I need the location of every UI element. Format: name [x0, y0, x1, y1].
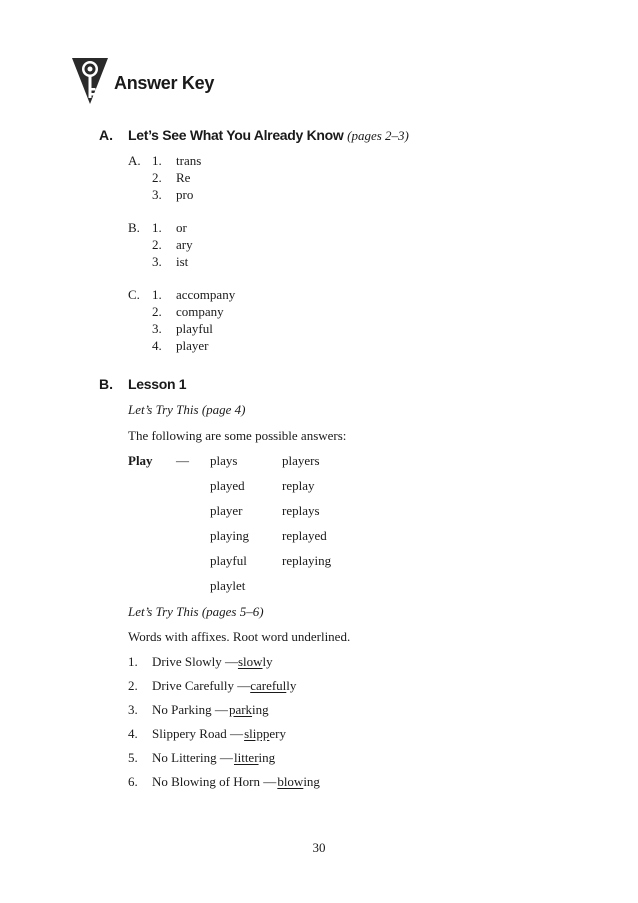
- item-answer: trans: [176, 153, 202, 168]
- list-item: [152, 726, 286, 742]
- item-number: 3.: [152, 187, 162, 202]
- page-number: 30: [312, 840, 326, 855]
- section-b-letter: B.: [99, 376, 113, 392]
- root-underlined: slipp: [244, 726, 270, 741]
- root-underlined: slow: [237, 654, 263, 669]
- group-label: C.: [128, 287, 140, 302]
- word-form: playlet: [210, 578, 246, 593]
- root-underlined: litter: [233, 750, 259, 765]
- item-answer: Re: [176, 170, 191, 185]
- word-form: playful: [210, 553, 247, 568]
- try-this-heading: Let’s Try This (page 4): [128, 402, 246, 417]
- answer-suffix: ly: [262, 654, 273, 669]
- list-item: [152, 654, 273, 670]
- answer-suffix: ing: [252, 702, 269, 717]
- item-answer: company: [176, 304, 224, 319]
- item-answer: ary: [176, 237, 193, 252]
- page-title: Answer Key: [114, 73, 215, 93]
- item-answer: player: [176, 338, 209, 353]
- root-underlined: park: [228, 702, 253, 717]
- sign-text: No Littering —: [152, 750, 233, 765]
- sign-text: Slippery Road —: [152, 726, 243, 741]
- group-label: B.: [128, 220, 140, 235]
- answer-suffix: ing: [303, 774, 320, 789]
- word-form: plays: [210, 453, 238, 468]
- section-b-title: Lesson 1: [128, 376, 187, 392]
- sign-text: No Parking —: [152, 702, 228, 717]
- section-a-letter: A.: [99, 127, 113, 143]
- root-underlined: blow: [277, 774, 304, 789]
- try-this-heading-2: Let’s Try This (pages 5–6): [128, 604, 264, 619]
- item-number: 2.: [128, 678, 138, 693]
- word-form: replaying: [282, 553, 332, 568]
- list-item: [152, 750, 275, 766]
- answer-suffix: ing: [258, 750, 276, 765]
- sign-text: Drive Carefully —: [152, 678, 251, 693]
- item-number: 6.: [128, 774, 138, 789]
- item-answer: accompany: [176, 287, 236, 302]
- word-form: replayed: [282, 528, 327, 543]
- item-number: 2.: [152, 237, 162, 252]
- word-form: replay: [282, 478, 315, 493]
- item-number: 1.: [152, 220, 162, 235]
- instruction-text: Words with affixes. Root word underlined.: [128, 629, 351, 644]
- item-number: 3.: [128, 702, 138, 717]
- word-form: played: [210, 478, 245, 493]
- word-form: players: [282, 453, 320, 468]
- item-number: 3.: [152, 254, 162, 269]
- item-number: 5.: [128, 750, 138, 765]
- intro-text: The following are some possible answers:: [128, 428, 347, 443]
- sign-text: No Blowing of Horn —: [152, 774, 277, 789]
- item-answer: ist: [176, 254, 189, 269]
- item-number: 3.: [152, 321, 162, 336]
- root-word: Play: [128, 453, 153, 468]
- key-emblem-icon: [70, 54, 110, 106]
- list-item: [152, 678, 296, 694]
- root-underlined: careful: [250, 678, 287, 693]
- answer-suffix: ery: [269, 726, 286, 741]
- section-a-heading: Let’s See What You Already Know: [128, 127, 344, 143]
- word-form: replays: [282, 503, 320, 518]
- section-a-pages: (pages 2–3): [347, 128, 409, 143]
- item-number: 4.: [152, 338, 162, 353]
- item-number: 1.: [128, 654, 138, 669]
- list-item: [152, 702, 269, 718]
- list-item: [152, 774, 320, 790]
- group-label: A.: [128, 153, 141, 168]
- section-a-title: [128, 127, 409, 144]
- item-number: 2.: [152, 304, 162, 319]
- item-number: 1.: [152, 153, 162, 168]
- answer-suffix: ly: [286, 678, 297, 693]
- item-number: 2.: [152, 170, 162, 185]
- item-answer: or: [176, 220, 187, 235]
- item-number: 4.: [128, 726, 138, 741]
- word-form: playing: [210, 528, 249, 543]
- sign-text: Drive Slowly —: [152, 654, 238, 669]
- item-number: 1.: [152, 287, 162, 302]
- item-answer: playful: [176, 321, 213, 336]
- item-answer: pro: [176, 187, 194, 202]
- word-form: player: [210, 503, 243, 518]
- dash: —: [176, 453, 189, 468]
